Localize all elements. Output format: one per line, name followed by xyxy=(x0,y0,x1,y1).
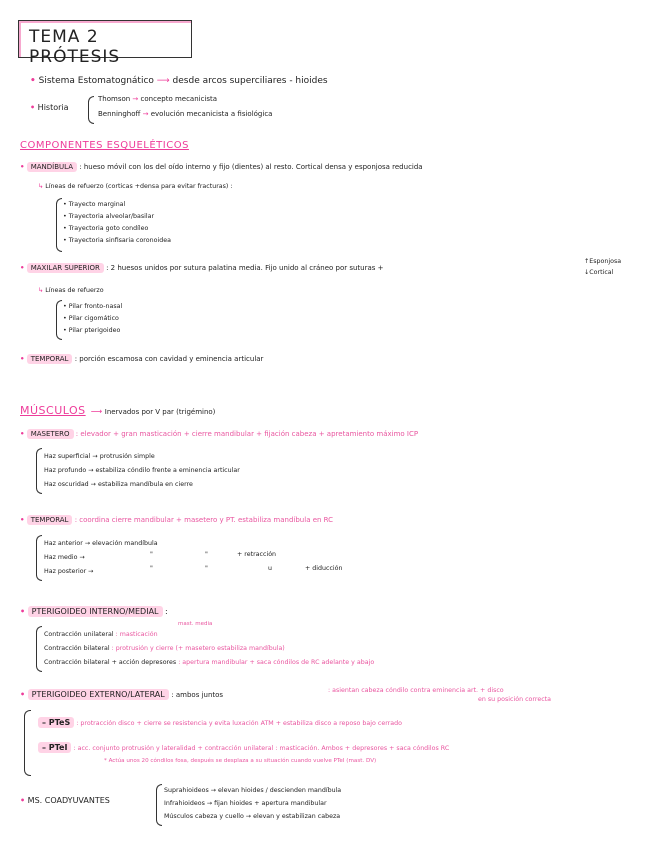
thomson-row xyxy=(98,95,217,103)
bullet: • xyxy=(20,690,26,699)
historia-label: Historia xyxy=(37,103,69,112)
pt-int-items xyxy=(44,628,374,670)
ditto-mark: " xyxy=(205,551,208,558)
mand-lineas-row xyxy=(38,183,233,190)
thomson-label: Thomson xyxy=(98,95,131,103)
bullet: • xyxy=(20,430,25,438)
musculos-heading: MÚSCULOS xyxy=(20,404,86,417)
max-items xyxy=(63,301,122,337)
temporal-bone-text: : porción escamosa con cavidad y eminencia articular xyxy=(74,355,264,363)
brace xyxy=(36,626,42,672)
ptes-label: – PTeS xyxy=(38,717,74,728)
colon: : xyxy=(165,607,168,616)
temporal-bone-row xyxy=(20,355,263,363)
masetero-label: MASETERO xyxy=(27,429,74,439)
masetero-items xyxy=(44,450,240,492)
list-item: Haz profundo → estabiliza cóndilo frente a eminencia articular xyxy=(44,467,240,474)
list-item: Infrahioideos → fijan hioides + apertura mandibular xyxy=(164,800,327,807)
maxilar-side xyxy=(584,256,621,278)
pt-int-label: PTERIGOIDEO INTERNO/MEDIAL xyxy=(28,606,163,617)
sistema-desc: desde arcos superciliares - hioides xyxy=(172,76,328,86)
diduccion-text: + diducción xyxy=(305,565,343,572)
list-item: • Trayectoria alveolar/basilar xyxy=(63,213,155,220)
brace xyxy=(36,448,42,494)
brace xyxy=(88,96,94,124)
temporal-muscle-text: : coordina cierre mandibular + masetero y PT. estabiliza mandíbula en RC xyxy=(74,516,334,524)
maxilar-label: MAXILAR SUPERIOR xyxy=(27,263,104,273)
temporal-bone-label: TEMPORAL xyxy=(27,354,73,364)
benninghoff-label: Benninghoff xyxy=(98,110,141,118)
list-item: Haz superficial → protrusión simple xyxy=(44,453,155,460)
temporal-muscle-row xyxy=(20,516,333,524)
ptei-text: : acc. conjunto protrusión y lateralidad + contracción unilateral : masticación. Ambos + depresores + saca cóndilos RC xyxy=(73,745,450,752)
ptes-row xyxy=(38,718,402,727)
mand-items xyxy=(63,199,171,247)
intro-historia-row xyxy=(30,103,69,112)
pt-ext-label: PTERIGOIDEO EXTERNO/LATERAL xyxy=(28,689,169,700)
list-item: Haz oscuridad → estabiliza mandíbula en cierre xyxy=(44,481,193,488)
list-item: Haz posterior → xyxy=(44,568,94,575)
list-item: Contracción bilateral : protrusión y cierre (+ masetero estabiliza mandíbula) xyxy=(44,645,285,652)
masetero-text: : elevador + gran masticación + cierre mandibular + fijación cabeza + apretamiento máximo ICP xyxy=(75,430,419,438)
return-arrow-icon: ↳ xyxy=(38,183,44,190)
bullet: • xyxy=(20,264,25,272)
ditto-mark: " xyxy=(205,565,208,572)
bullet: • xyxy=(20,355,25,363)
bullet: • xyxy=(20,163,25,171)
pt-int-row xyxy=(20,607,168,616)
max-lineas: Líneas de refuerzo xyxy=(45,287,104,294)
pt-ext-rhs-2: en su posición correcta xyxy=(478,696,551,703)
ditto-mark: " xyxy=(150,565,153,572)
arrow-icon: ⟶ xyxy=(90,407,105,416)
arrow-icon: → xyxy=(132,95,139,103)
bullet: • xyxy=(20,796,26,805)
mand-lineas: Líneas de refuerzo (corticas +densa para evitar fracturas) : xyxy=(45,183,233,190)
intro-sistema-row xyxy=(30,76,328,86)
ditto-mark: " xyxy=(150,551,153,558)
brace xyxy=(56,198,62,252)
page-title: TEMA 2 PRÓTESIS xyxy=(29,27,121,67)
mandibula-row xyxy=(20,163,423,171)
list-item: • Trayectoria sinfisaria coronoidea xyxy=(63,237,171,244)
brace xyxy=(36,535,42,581)
list-item: Músculos cabeza y cuello → elevan y estabilizan cabeza xyxy=(164,813,341,820)
sistema-label: Sistema Estomatognático xyxy=(38,76,154,86)
masetero-row xyxy=(20,430,418,438)
arrow-icon: ⟶ xyxy=(156,76,173,86)
benninghoff-desc: evolución mecanicista a fisiológica xyxy=(150,110,273,118)
pt-ext-rhs xyxy=(328,686,551,704)
return-arrow-icon: ↳ xyxy=(38,287,44,294)
brace xyxy=(56,300,62,340)
brace xyxy=(156,784,162,826)
list-item: • Pilar pterigoideo xyxy=(63,327,121,334)
brace xyxy=(24,710,31,776)
plus-sign: + xyxy=(377,264,384,272)
maxilar-text: : 2 huesos unidos por sutura palatina media. Fijo unido al cráneo por suturas xyxy=(106,264,376,272)
thomson-desc: concepto mecanicista xyxy=(140,95,218,103)
musculos-inervados: Inervados por V par (trigémino) xyxy=(104,408,216,416)
pt-int-small: mast. media xyxy=(178,621,213,627)
list-item: Haz medio → xyxy=(44,554,85,561)
coadyuvantes-row xyxy=(20,796,110,805)
pt-ext-rhs-1: : asientan cabeza cóndilo contra eminencia art. + disco xyxy=(328,687,504,694)
ptei-label: – PTeI xyxy=(38,742,71,753)
ptes-text: : protracción disco + cierre se resistencia y evita luxación ATM + estabiliza disco a reposo bajo cerrado xyxy=(76,720,402,727)
list-item: Contracción unilateral : masticación xyxy=(44,631,158,638)
ptei-note: * Actúa unos 20 cóndilos fosa, después se desplaza a su situación cuando vuelve PTeI (mast. DV) xyxy=(104,758,377,764)
temporal-muscle-label: TEMPORAL xyxy=(27,515,73,525)
ditto-mark: u xyxy=(268,565,272,572)
bullet: • xyxy=(30,76,36,86)
maxilar-row xyxy=(20,264,384,272)
ptei-row xyxy=(38,743,449,752)
temporal-items xyxy=(44,537,158,579)
list-item: • Pilar fronto-nasal xyxy=(63,303,123,310)
mandibula-label: MANDÍBULA xyxy=(27,162,77,172)
musculos-heading-row xyxy=(20,399,215,418)
list-item: Contracción bilateral + acción depresores : apertura mandibular + saca cóndilos de RC adelante y abajo xyxy=(44,659,375,666)
list-item: Haz anterior → elevación mandíbula xyxy=(44,540,158,547)
arrow-icon: → xyxy=(142,110,149,118)
benninghoff-row xyxy=(98,110,272,118)
retraccion-text: + retracción xyxy=(237,551,277,558)
list-item: Suprahioideos → elevan hioides / descienden mandíbula xyxy=(164,787,342,794)
mandibula-text: : hueso móvil con los del oído interno y fijo (dientes) al resto. Cortical densa y esponjosa reducida xyxy=(79,163,423,171)
componentes-heading: COMPONENTES ESQUELÉTICOS xyxy=(20,140,189,151)
esponjosa-label: ↑Esponjosa xyxy=(584,258,622,265)
coadyuvantes-label: MS. COADYUVANTES xyxy=(27,796,110,805)
cortical-label: ↓Cortical xyxy=(584,269,614,276)
bullet: • xyxy=(20,607,26,616)
coadyuvantes-items xyxy=(164,784,341,823)
pt-ext-mid: : ambos juntos xyxy=(171,691,224,699)
max-lineas-row xyxy=(38,287,104,294)
list-item: • Pilar cigomático xyxy=(63,315,119,322)
bullet: • xyxy=(20,516,25,524)
list-item: • Trayecto marginal xyxy=(63,201,126,208)
bullet: • xyxy=(30,103,36,112)
list-item: • Trayectoria goto condíleo xyxy=(63,225,149,232)
pt-ext-row xyxy=(20,690,223,699)
page-title-box xyxy=(18,20,192,67)
